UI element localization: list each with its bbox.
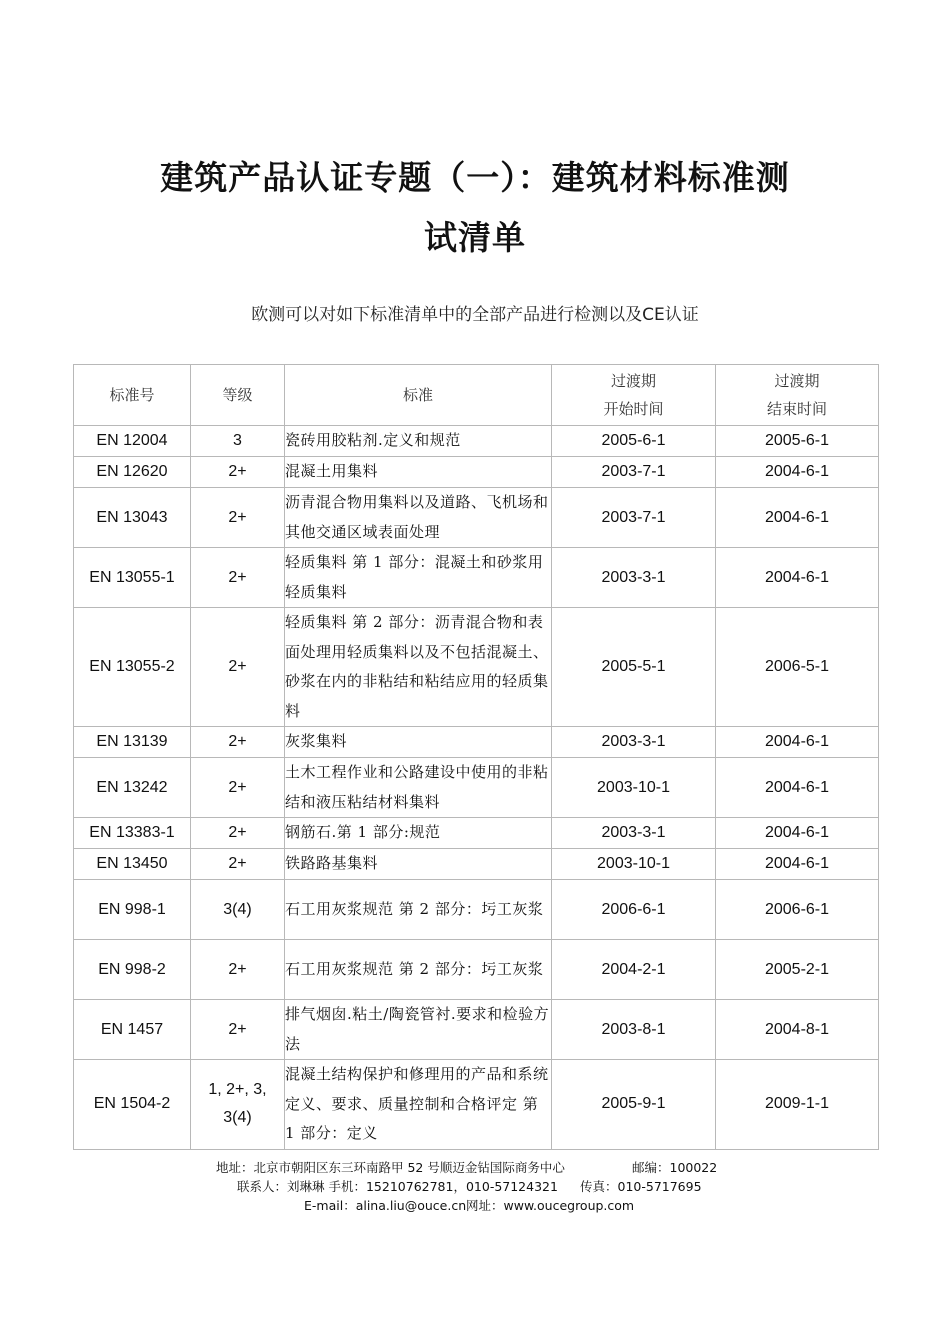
cell-end: 2006-5-1 (716, 608, 879, 727)
table-row (74, 548, 879, 608)
cell-standard: 排气烟囱.粘土/陶瓷管衬.要求和检验方法 (285, 1000, 552, 1060)
cell-level: 2+ (191, 548, 285, 608)
cell-code: EN 12620 (74, 457, 191, 488)
cell-start: 2003-10-1 (552, 758, 716, 818)
cell-start: 2003-7-1 (552, 488, 716, 548)
title-line-1: 建筑产品认证专题（一）：建筑材料标准测 (160, 158, 790, 197)
cell-start: 2006-6-1 (552, 880, 716, 940)
header-start-line-1: 过渡期 (610, 372, 656, 390)
cell-standard: 混凝土结构保护和修理用的产品和系统 定义、要求、质量控制和合格评定 第 1 部分：定义 (285, 1060, 552, 1150)
cell-start: 2003-3-1 (552, 548, 716, 608)
cell-code: EN 998-2 (74, 940, 191, 1000)
cell-code: EN 13043 (74, 488, 191, 548)
footer-email[interactable]: E-mail：alina.liu@ouce.cn (304, 1198, 467, 1213)
title-line-2: 试清单 (424, 218, 526, 257)
table-row (74, 758, 879, 818)
table-row (74, 1000, 879, 1060)
table-row (74, 426, 879, 457)
cell-standard: 钢筋石.第 1 部分:规范 (285, 818, 552, 849)
table-row (74, 457, 879, 488)
cell-end: 2009-1-1 (716, 1060, 879, 1150)
table-row (74, 1060, 879, 1150)
cell-code: EN 1504-2 (74, 1060, 191, 1150)
header-end (716, 365, 879, 426)
cell-level: 3(4) (191, 880, 285, 940)
cell-level: 2+ (191, 758, 285, 818)
cell-level: 2+ (191, 488, 285, 548)
cell-end: 2005-6-1 (716, 426, 879, 457)
cell-standard: 轻质集料 第 2 部分：沥青混合物和表面处理用轻质集料以及不包括混凝土、砂浆在内的非粘结和粘结应用的轻质集料 (285, 608, 552, 727)
cell-standard: 混凝土用集料 (285, 457, 552, 488)
header-standard: 标准 (285, 365, 552, 426)
cell-standard: 石工用灰浆规范 第 2 部分：圬工灰浆 (285, 940, 552, 1000)
header-start (552, 365, 716, 426)
cell-code: EN 13450 (74, 849, 191, 880)
cell-code: EN 998-1 (74, 880, 191, 940)
cell-level: 2+ (191, 727, 285, 758)
cell-standard: 灰浆集料 (285, 727, 552, 758)
table-row (74, 608, 879, 727)
cell-code: EN 13055-1 (74, 548, 191, 608)
cell-level: 2+ (191, 457, 285, 488)
footer-postcode: 邮编：100022 (632, 1160, 718, 1175)
table-row (74, 940, 879, 1000)
table-row (74, 818, 879, 849)
cell-standard: 沥青混合物用集料以及道路、飞机场和其他交通区域表面处理 (285, 488, 552, 548)
cell-code: EN 13055-2 (74, 608, 191, 727)
cell-start: 2005-5-1 (552, 608, 716, 727)
cell-start: 2003-3-1 (552, 818, 716, 849)
header-end-line-2: 结束时间 (766, 400, 827, 418)
cell-end: 2004-6-1 (716, 457, 879, 488)
table-row (74, 880, 879, 940)
cell-end: 2004-6-1 (716, 488, 879, 548)
cell-start: 2003-8-1 (552, 1000, 716, 1060)
header-start-line-2: 开始时间 (603, 400, 664, 418)
cell-start: 2005-6-1 (552, 426, 716, 457)
cell-code: EN 12004 (74, 426, 191, 457)
cell-code: EN 13242 (74, 758, 191, 818)
table-row (74, 849, 879, 880)
cell-end: 2004-6-1 (716, 727, 879, 758)
table-row (74, 488, 879, 548)
cell-standard: 轻质集料 第 1 部分：混凝土和砂浆用轻质集料 (285, 548, 552, 608)
cell-standard: 石工用灰浆规范 第 2 部分：圬工灰浆 (285, 880, 552, 940)
cell-code: EN 1457 (74, 1000, 191, 1060)
cell-code: EN 13139 (74, 727, 191, 758)
cell-level: 2+ (191, 940, 285, 1000)
footer-contact: 联系人：刘琳琳 手机：15210762781，010-57124321 (237, 1179, 558, 1194)
cell-level: 2+ (191, 818, 285, 849)
header-level: 等级 (191, 365, 285, 426)
subtitle: 欧测可以对如下标准清单中的全部产品进行检测以及CE认证 (251, 305, 699, 325)
cell-end: 2004-6-1 (716, 758, 879, 818)
cell-end: 2004-6-1 (716, 818, 879, 849)
cell-end: 2004-8-1 (716, 1000, 879, 1060)
cell-end: 2005-2-1 (716, 940, 879, 1000)
cell-start: 2003-10-1 (552, 849, 716, 880)
table-row (74, 727, 879, 758)
cell-start: 2003-3-1 (552, 727, 716, 758)
cell-start: 2003-7-1 (552, 457, 716, 488)
cell-level: 3 (191, 426, 285, 457)
footer-fax: 传真：010-5717695 (580, 1179, 702, 1194)
table-header-row (74, 365, 879, 426)
cell-level: 2+ (191, 849, 285, 880)
cell-end: 2006-6-1 (716, 880, 879, 940)
cell-level: 2+ (191, 1000, 285, 1060)
cell-standard: 瓷砖用胶粘剂.定义和规范 (285, 426, 552, 457)
footer-address: 地址：北京市朝阳区东三环南路甲 52 号顺迈金钻国际商务中心 (216, 1160, 565, 1175)
cell-level: 1, 2+, 3, 3(4) (191, 1060, 285, 1150)
cell-code: EN 13383-1 (74, 818, 191, 849)
header-end-line-1: 过渡期 (774, 372, 820, 390)
cell-start: 2005-9-1 (552, 1060, 716, 1150)
cell-standard: 铁路路基集料 (285, 849, 552, 880)
page-title (0, 148, 950, 268)
cell-start: 2004-2-1 (552, 940, 716, 1000)
cell-end: 2004-6-1 (716, 849, 879, 880)
cell-standard: 土木工程作业和公路建设中使用的非粘结和液压粘结材料集料 (285, 758, 552, 818)
footer-website[interactable]: 网址：www.oucegroup.com (466, 1198, 635, 1213)
header-code: 标准号 (74, 365, 191, 426)
standards-table (73, 364, 879, 1150)
cell-level: 2+ (191, 608, 285, 727)
cell-end: 2004-6-1 (716, 548, 879, 608)
